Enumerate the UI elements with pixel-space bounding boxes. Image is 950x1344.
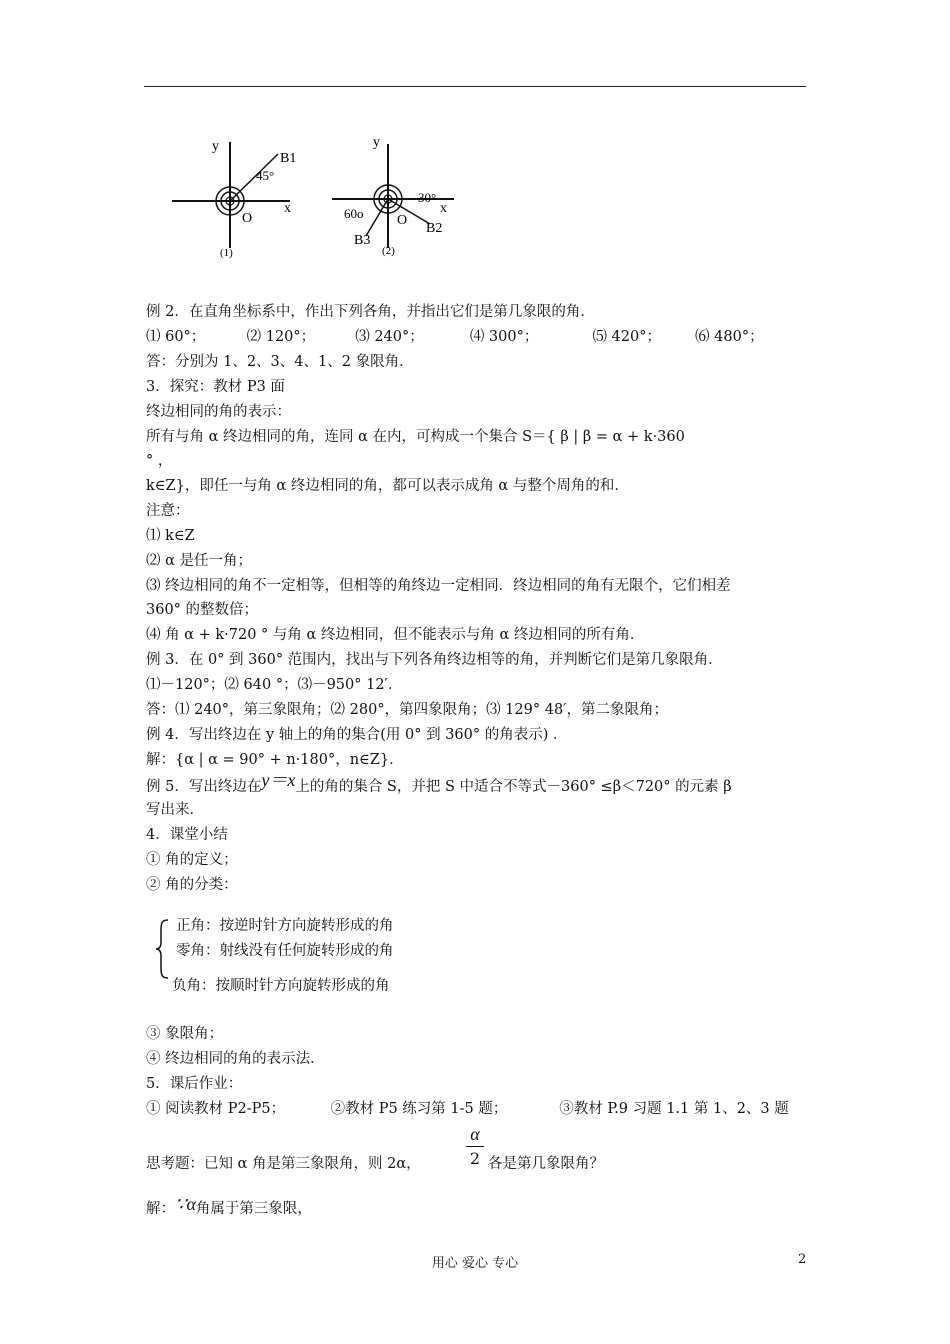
- example-2-angle-list: [146, 327, 785, 347]
- note-3-line-1: ⑶ 终边相同的角不一定相等，但相等的角终边一定相同．终边相同的角有无限个，它们相差: [146, 578, 731, 594]
- fig2-origin-label: O: [397, 213, 408, 228]
- homework-item-1: ① 阅读教材 P2-P5；: [146, 1101, 286, 1117]
- header-rule: [144, 86, 806, 87]
- angle-item: ⑷ 300°；: [469, 329, 539, 345]
- homework-item-2: ②教材 P5 练习第 1-5 题；: [330, 1101, 508, 1117]
- figure-2-angle-diagram: [328, 128, 468, 263]
- homework-item-3: ③教材 P.9 习题 1.1 第 1、2、3 题: [559, 1101, 789, 1117]
- fig2-b2-label: B2: [426, 221, 443, 236]
- fig2-b3-label: B3: [354, 233, 371, 248]
- fig2-caption: (2): [382, 245, 395, 257]
- fig1-origin-label: O: [242, 211, 253, 226]
- note-2: ⑵ α 是任一角；: [146, 553, 253, 569]
- fraction-bar: [466, 1146, 484, 1147]
- solution-line: [146, 1194, 312, 1219]
- example-2-answer: 答：分别为 1、2、3、4、1、2 象限角．: [146, 354, 414, 370]
- note-4: ⑷ 角 α + k·720 ° 与角 α 终边相同，但不能表示与角 α 终边相同的所有角．: [146, 627, 645, 643]
- angle-item: ⑴ 60°；: [146, 329, 206, 345]
- fig2-y-label: y: [373, 135, 380, 150]
- section-3-heading: 3．探究：教材 P3 面: [146, 379, 285, 395]
- fig2-x-label: x: [440, 201, 447, 216]
- section-4-heading: 4．课堂小结: [146, 827, 228, 843]
- summary-item-1: ① 角的定义；: [146, 852, 238, 868]
- example-5-suffix: 上的角的集合 S，并把 S 中适合不等式－360° ≤β＜720° 的元素 β: [295, 779, 732, 795]
- because-alpha: ∵α: [175, 1194, 196, 1214]
- angle-item: ⑸ 420°；: [592, 329, 661, 345]
- figure-1-angle-diagram: [160, 130, 320, 265]
- angle-item: ⑶ 240°；: [355, 329, 424, 345]
- fig1-y-label: y: [212, 139, 219, 154]
- summary-item-3: ③ 象限角；: [146, 1026, 224, 1042]
- summary-item-2: ② 角的分类：: [146, 877, 238, 893]
- fig2-30-angle-label: 30°: [418, 190, 437, 205]
- example-3-answer: 答：⑴ 240°，第三象限角；⑵ 280°，第四象限角；⑶ 129° 48′，第二象限角；: [146, 702, 668, 718]
- positive-angle-definition: 正角：按逆时针方向旋转形成的角: [176, 918, 394, 934]
- example-4-title: 例 4．写出终边在 y 轴上的角的集合(用 0° 到 360° 的角表示) ．: [146, 727, 568, 743]
- summary-item-4: ④ 终边相同的角的表示法．: [146, 1051, 325, 1067]
- note-3-line-2: 360° 的整数倍；: [146, 602, 259, 618]
- homework-line: [146, 1099, 789, 1119]
- coterminal-heading: 终边相同的角的表示：: [146, 404, 291, 420]
- zero-angle-definition: 零角：射线没有任何旋转形成的角: [176, 943, 394, 959]
- example-5-line-1: [146, 770, 732, 797]
- fraction-denominator: 2: [469, 1149, 481, 1168]
- coterminal-set-line-2: ° ，: [146, 453, 173, 469]
- fig1-angle-label: 45°: [256, 168, 275, 183]
- negative-angle-definition: 负角：按顺时针方向旋转形成的角: [172, 978, 390, 994]
- notes-heading: 注意：: [146, 503, 190, 519]
- note-1: ⑴ k∈Z: [146, 528, 195, 544]
- example-5-prefix: 例 5．写出终边在: [146, 779, 262, 795]
- fraction-numerator: α: [470, 1124, 480, 1144]
- section-5-heading: 5．课后作业：: [146, 1076, 243, 1092]
- solution-prefix: 解：: [146, 1201, 175, 1217]
- example-4-answer: 解：{α | α = 90° + n·180°，n∈Z}．: [146, 752, 404, 768]
- example-3-title: 例 3．在 0° 到 360° 范围内，找出与下列各角终边相等的角，并判断它们是第几象限角．: [146, 652, 723, 668]
- angle-item: ⑵ 120°；: [246, 329, 316, 345]
- fig1-x-label: x: [284, 201, 291, 216]
- thinking-question-prefix: 思考题：已知 α 角是第三象限角，则 2α，: [146, 1156, 421, 1172]
- example-5-line-2: 写出来．: [146, 802, 204, 818]
- example-3-items: ⑴－120°；⑵ 640 °；⑶－950° 12′．: [146, 677, 403, 693]
- page-number: 2: [798, 1252, 807, 1267]
- fig1-b1-label: B1: [280, 151, 297, 166]
- solution-suffix: 角属于第三象限，: [195, 1201, 312, 1217]
- thinking-question-suffix: 各是第几象限角？: [488, 1156, 604, 1172]
- fig2-60-angle-label: 60o: [344, 206, 364, 221]
- fig1-caption: (1): [220, 247, 233, 259]
- alpha-over-2-fraction: [466, 1124, 484, 1169]
- classification-brace: [154, 918, 170, 980]
- coterminal-set-line-3: k∈Z}，即任一与角 α 终边相同的角，都可以表示成角 α 与整个周角的和．: [146, 478, 629, 494]
- equation-y-equals-x: y＝x: [261, 770, 296, 790]
- example-2-title: 例 2．在直角坐标系中，作出下列各角，并指出它们是第几象限的角．: [146, 304, 595, 320]
- coterminal-set-line-1: 所有与角 α 终边相同的角，连同 α 在内，可构成一个集合 S＝{ β | β = α + k·360: [146, 429, 685, 445]
- page-footer: 用心 爱心 专心: [431, 1256, 519, 1271]
- angle-item: ⑹ 480°；: [695, 329, 764, 345]
